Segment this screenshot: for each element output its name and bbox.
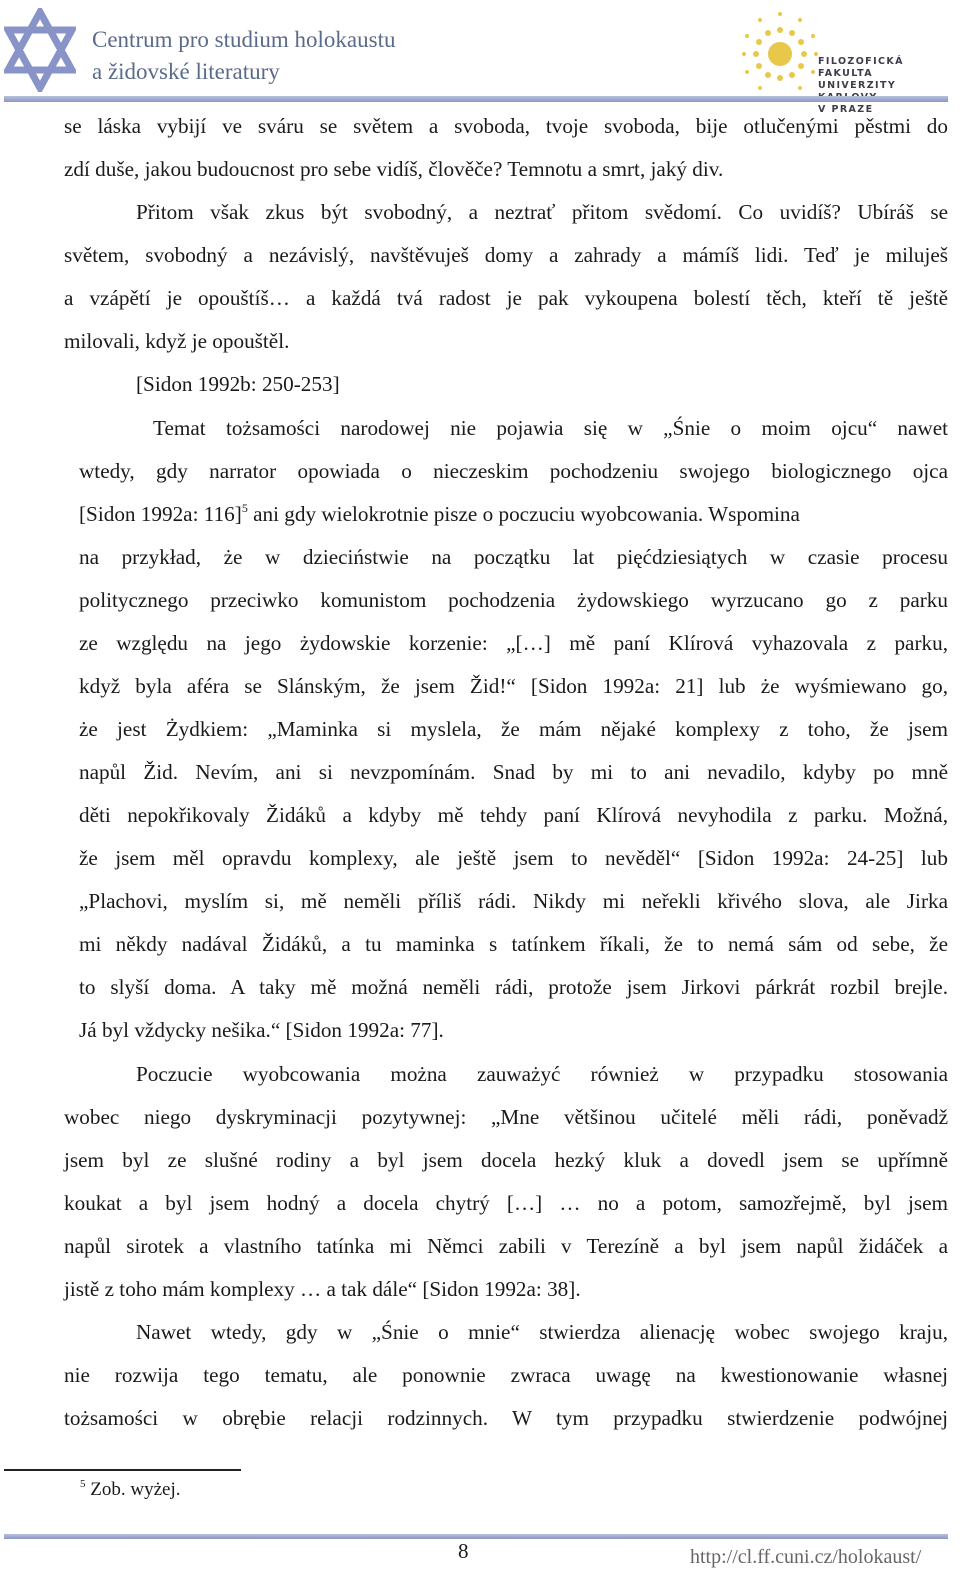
footnote-number: 5 — [80, 1478, 86, 1490]
text-line: Nawet wtedy, gdy w „Śnie o mnie“ stwierdza alienację wobec swojego kraju, — [136, 1320, 948, 1344]
text-line — [79, 499, 948, 529]
center-name — [92, 24, 395, 88]
footnote — [80, 1477, 180, 1503]
text-line: ze względu na jego żydowskie korzenie: „[…] mě paní Klírová vyhazovala z parku, — [79, 631, 948, 655]
text-line: Poczucie wyobcowania można zauważyć również w przypadku stosowania — [136, 1062, 948, 1086]
text-line: napůl sirotek a vlastního tatínka mi Němci zabili v Terezíně a byl jsem napůl židáček a — [64, 1234, 948, 1258]
footnote-marker: 5 — [241, 501, 248, 515]
footer-url[interactable]: http://cl.ff.cuni.cz/holokaust/ — [690, 1546, 922, 1568]
faculty-name — [818, 56, 950, 116]
center-name-line2: a židovské literatury — [92, 59, 280, 84]
faculty-line3: V PRAZE — [818, 104, 874, 115]
faculty-logo — [740, 4, 950, 115]
text-line: jistě z toho mám komplexy … a tak dále“ [Sidon 1992a: 38]. — [64, 1277, 581, 1301]
text-line-tail: ani gdy wielokrotnie pisze o poczuciu wyobcowania. Wspomina — [247, 502, 800, 526]
text-line: napůl Žid. Nevím, ani si nevzpomínám. Snad by mi to ani nevadilo, kdyby po mně — [79, 760, 948, 784]
text-line: wtedy, gdy narrator opowiada o nieczeskim pochodzeniu swojego biologicznego ojca — [79, 459, 948, 483]
text-line: když byla aféra se Slánským, že jsem Žid!“ [Sidon 1992a: 21] lub że wyśmiewano go, — [79, 674, 948, 698]
citation: [Sidon 1992b: 250-253] — [136, 372, 340, 396]
text-line: wobec niego dyskryminacji pozytywnej: „Mne většinou učitelé měli rádi, poněvadž — [64, 1105, 948, 1129]
text-line: že jsem měl opravdu komplexy, ale ještě jsem to nevěděl“ [Sidon 1992a: 24-25] lub — [79, 846, 948, 870]
text-line: na przykład, że w dzieciństwie na początku lat pięćdziesiątych w czasie procesu — [79, 545, 948, 569]
text-line: to slyší doma. A taky mě možná neměli rádi, protože jsem Jirkovi párkrát rozbil brejle. — [79, 975, 948, 999]
star-of-david-logo — [4, 8, 76, 92]
text-line: milovali, když je opouštěl. — [64, 329, 290, 353]
header-rule — [4, 96, 948, 102]
text-line: zdí duše, jakou budoucnost pro sebe vidíš, člověče? Temnotu a smrt, jaký div. — [64, 157, 724, 181]
faculty-line1: FILOZOFICKÁ FAKULTA — [818, 56, 904, 79]
text-line: a vzápětí je opouštíš… a každá tvá radost je pak vykoupena bolestí těch, kteří tě ještě — [64, 286, 948, 310]
footnote-text: Zob. wyżej. — [90, 1479, 181, 1500]
text-line: politycznego przeciwko komunistom pochodzenia żydowskiego wyrzucano go z parku — [79, 588, 948, 612]
page-header — [0, 0, 960, 115]
page-number: 8 — [458, 1539, 469, 1563]
text-line: koukat a byl jsem hodný a docela chytrý […] … no a potom, samozřejmě, byl jsem — [64, 1191, 948, 1215]
footnote-rule — [4, 1469, 241, 1471]
citation-text: [Sidon 1992a: 116] — [79, 502, 242, 526]
faculty-line2: UNIVERZITY — [818, 80, 897, 91]
sun-emblem-icon — [740, 4, 820, 96]
text-line: mi někdy nadával Židáků, a tu maminka s tatínkem říkali, že to nemá sám od sebe, že — [79, 932, 948, 956]
text-line: Přitom však zkus být svobodný, a neztrať přitom svědomí. Co uvidíš? Ubíráš se — [136, 200, 948, 224]
center-name-line1: Centrum pro studium holokaustu — [92, 27, 396, 52]
text-line: „Plachovi, myslím si, mě neměli příliš rádi. Nikdy mi neřekli křivého slova, ale Jirka — [79, 889, 948, 913]
text-line: světem, svobodný a nezávislý, navštěvuješ domy a zahrady a mámíš lidi. Teď je miluješ — [64, 243, 948, 267]
text-line: se láska vybijí ve sváru se světem a svoboda, tvoje svoboda, bije otlučenými pěstmi do — [64, 114, 948, 138]
footer-rule — [4, 1534, 948, 1539]
text-line: Já byl vždycky nešika.“ [Sidon 1992a: 77]. — [79, 1018, 444, 1042]
text-line: jsem byl ze slušné rodiny a byl jsem docela hezký kluk a dovedl jsem se upřímně — [64, 1148, 948, 1172]
text-line: Temat tożsamości narodowej nie pojawia się w „Śnie o moim ojcu“ nawet — [153, 416, 948, 440]
text-line: nie rozwija tego tematu, ale ponownie zwraca uwagę na kwestionowanie własnej — [64, 1363, 948, 1387]
text-line: że jest Żydkiem: „Maminka si myslela, že mám nějaké komplexy z toho, že jsem — [79, 717, 948, 741]
text-line: děti nepokřikovaly Židáků a kdyby mě tehdy paní Klírová nevyhodila z parku. Možná, — [79, 803, 948, 827]
text-line: tożsamości w obrębie relacji rodzinnych. W tym przypadku stwierdzenie podwójnej — [64, 1406, 948, 1430]
